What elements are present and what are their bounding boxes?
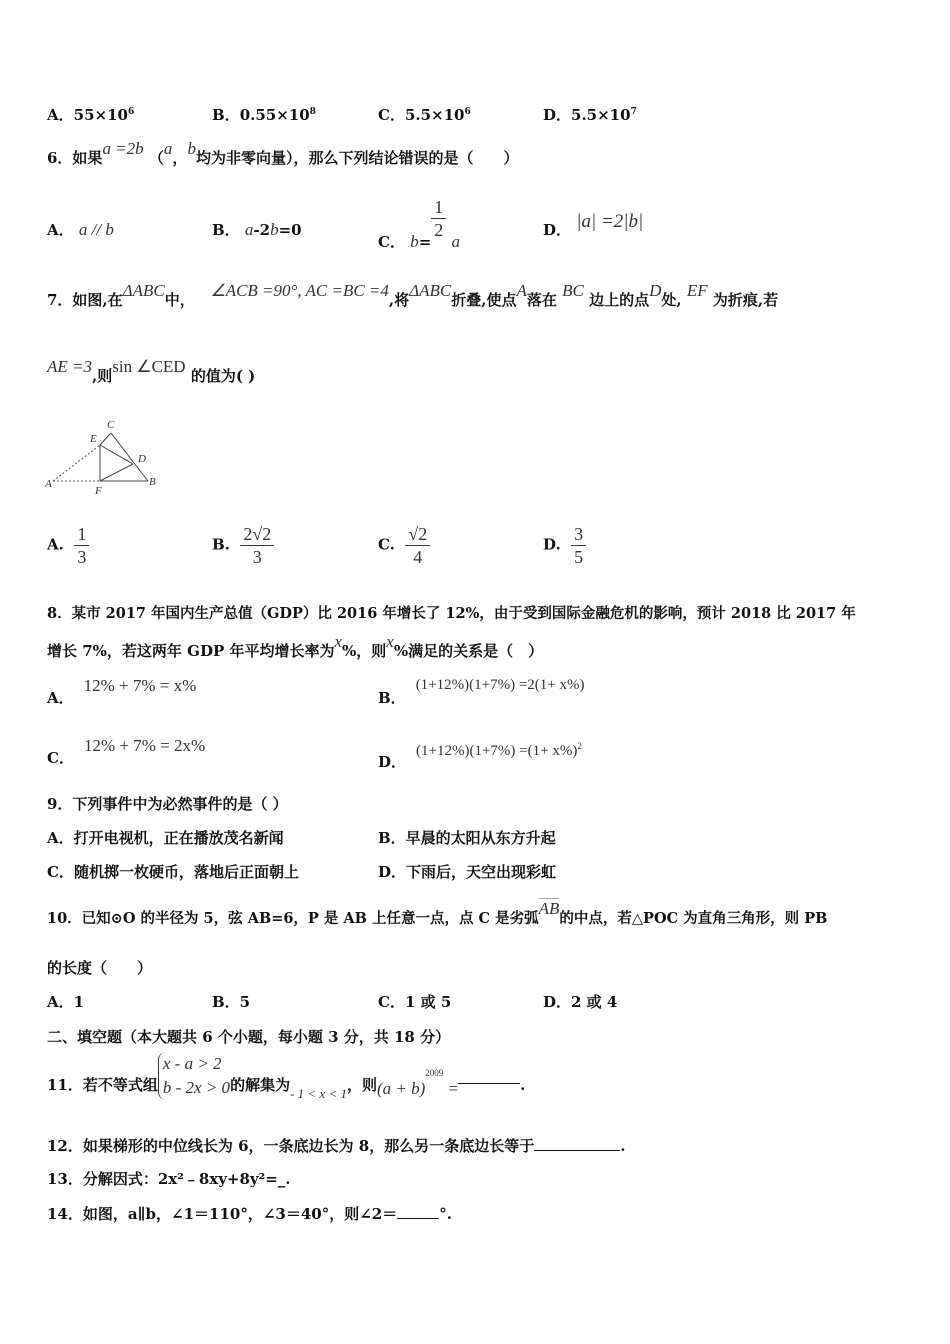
text-fragment: |a| =2|b| [576, 211, 644, 232]
text-fragment: (a + b) [377, 1079, 426, 1098]
text-fragment: -2 [253, 221, 271, 239]
text-fragment: 的值为( ) [190, 367, 256, 385]
text-fragment: a =2b [102, 139, 144, 158]
q9-option-a: A．打开电视机，正在播放茂名新闻 [47, 829, 284, 847]
q10-option-a: A．1 [47, 993, 85, 1011]
text-fragment [74, 523, 89, 568]
q6-option-a [47, 220, 114, 240]
text-fragment [416, 743, 582, 759]
q8-stem-line2 [47, 632, 544, 661]
text-fragment [405, 523, 430, 568]
label-e: E [90, 433, 97, 445]
text-fragment: (1+12%)(1+7%) =(1+ x%) [416, 743, 578, 759]
text-fragment: 中， [164, 291, 195, 309]
text-fragment: 处, [661, 291, 682, 309]
text-fragment [431, 196, 446, 241]
text-fragment: 2√2 [240, 523, 274, 546]
q7-triangle-figure [45, 415, 170, 500]
text-fragment: sin ∠CED [112, 357, 186, 376]
q9-option-c: C．随机掷一枚硬币，落地后正面朝上 [47, 863, 299, 881]
text-fragment: 2 [577, 741, 582, 751]
text-fragment: 14．如图，a∥b，∠1＝110°，∠3＝40°，则∠2＝ [47, 1205, 398, 1223]
segment-fd [100, 464, 133, 481]
q9-option-d: D．下雨后，天空出现彩虹 [378, 863, 557, 881]
text-fragment: A． [47, 221, 74, 239]
text-fragment: ， [172, 149, 188, 167]
text-fragment: A． [47, 689, 74, 707]
text-fragment: D． [543, 106, 572, 124]
text-fragment: 的解集为 [230, 1076, 291, 1094]
text-fragment: 7．如图,在 [47, 291, 123, 309]
label-c: C [107, 419, 115, 431]
text-fragment: B. [212, 535, 230, 554]
q8-option-c [47, 736, 206, 768]
text-fragment: 4 [413, 547, 423, 567]
q8-stem-line1: 8．某市 2017 年国内生产总值（GDP）比 2016 年增长了 12%，由于受到国际金融危机的影响，预计 2018 比 2017 年 [47, 605, 856, 622]
text-fragment: 2009 [425, 1068, 444, 1078]
q6-option-b [212, 220, 302, 240]
label-f: F [95, 485, 102, 497]
text-fragment: . [620, 1137, 626, 1155]
q7-stem-line2 [47, 357, 256, 386]
text-fragment: 11．若不等式组 [47, 1076, 158, 1094]
q6-option-d [543, 211, 644, 239]
text-fragment: 12% + 7% = 2x% [83, 736, 206, 755]
text-fragment: 10．已知⊙O 的半径为 5，弦 AB=6，P 是 AB 上任意一点，点 C 是劣弧 [47, 910, 539, 927]
q10-option-d: D．2 或 4 [543, 993, 618, 1011]
text-fragment: 的中点，若△POC 为直角三角形，则 PB [559, 910, 828, 927]
text-fragment: =0 [278, 221, 302, 239]
label-d: D [138, 453, 146, 465]
text-fragment: ∠ACB =90°, AC =BC =4 [210, 281, 389, 300]
text-fragment: AE =3 [47, 357, 92, 376]
q14-stem [47, 1204, 452, 1224]
text-fragment: D． [378, 753, 407, 771]
text-fragment: . [520, 1076, 526, 1094]
text-fragment: a // b [78, 220, 114, 239]
text-fragment: 2 [434, 220, 444, 240]
text-fragment: 8 [309, 107, 316, 117]
text-fragment: 6．如果 [47, 149, 103, 167]
text-fragment: ，则 [346, 1076, 377, 1094]
label-a: A [45, 478, 52, 490]
text-fragment: 落在 [526, 291, 557, 309]
text-fragment: C. [378, 535, 395, 554]
text-fragment: a [244, 220, 254, 239]
text-fragment: 12．如果梯形的中位线长为 6，一条底边长为 8，那么另一条底边长等于 [47, 1137, 535, 1155]
q12-stem [47, 1136, 625, 1156]
text-fragment: ΔABC [122, 281, 165, 300]
text-fragment: 6 [464, 107, 471, 117]
q5-option-a [47, 102, 134, 125]
q6-stem [47, 139, 519, 168]
q10-stem-line1 [47, 899, 828, 929]
text-fragment: B． [378, 689, 406, 707]
q10-stem-line2: 的长度（ ） [47, 959, 153, 977]
q12-answer-blank[interactable] [534, 1136, 620, 1151]
text-fragment: 6 [127, 107, 135, 117]
q9-option-b: B．早晨的太阳从东方升起 [378, 829, 556, 847]
text-fragment: 0.55×10 [239, 106, 310, 124]
text-fragment: （ [148, 149, 164, 167]
text-fragment: B． [212, 221, 240, 239]
q9-stem: 9．下列事件中为必然事件的是（ ） [47, 795, 288, 813]
text-fragment: 3 [252, 547, 262, 567]
text-fragment: D. [543, 535, 561, 554]
text-fragment: ,则 [92, 367, 113, 385]
text-fragment: 均为非零向量），那么下列结论错误的是（ ） [195, 149, 519, 167]
text-fragment: °. [439, 1205, 452, 1223]
text-fragment: b [270, 220, 279, 239]
text-fragment: 5.5×10 [404, 106, 465, 124]
text-fragment: B． [212, 106, 240, 124]
text-fragment: b [187, 139, 196, 158]
text-fragment: C． [378, 232, 405, 251]
q8-option-b [378, 677, 585, 709]
text-fragment: BC [562, 281, 584, 300]
q7-stem-line1 [47, 281, 779, 310]
text-fragment: AB [538, 899, 560, 918]
text-fragment: x [334, 632, 343, 651]
text-fragment: a [163, 139, 173, 158]
text-fragment: (1+12%)(1+7%) =2(1+ x%) [415, 677, 585, 693]
q5-option-c [378, 102, 471, 125]
section-fill-in-heading: 二、填空题（本大题共 6 个小题，每小题 3 分，共 18 分） [47, 1028, 451, 1046]
text-fragment [571, 523, 586, 568]
text-fragment: %满足的关系是（ ） [393, 642, 544, 660]
text-fragment: 1 [74, 523, 89, 546]
text-fragment: A． [47, 106, 74, 124]
q6-option-c [378, 196, 460, 251]
text-fragment: A [516, 281, 527, 300]
text-fragment: x - a > 2 [162, 1054, 222, 1073]
text-fragment: 3 [77, 547, 87, 567]
text-fragment: x [386, 632, 394, 651]
text-fragment: 5 [574, 547, 584, 567]
text-fragment: 55×10 [73, 106, 128, 124]
q5-option-b [212, 102, 316, 125]
text-fragment: C． [47, 749, 74, 767]
text-fragment: 增长 7%，若这两年 GDP 年平均增长率为 [47, 642, 335, 660]
text-fragment: b - 2x > 0 [162, 1078, 231, 1097]
segment-ec [100, 433, 111, 445]
text-fragment [240, 523, 274, 568]
q11-stem [47, 1052, 525, 1100]
q7-option-c [378, 523, 430, 568]
text-fragment: = [418, 232, 432, 251]
text-fragment: 折叠,使点 [451, 291, 517, 309]
q10-option-c: C．1 或 5 [378, 993, 452, 1011]
q10-option-b: B．5 [212, 993, 251, 1011]
label-b: B [149, 476, 156, 488]
text-fragment: 7 [630, 107, 637, 117]
q11-answer-blank[interactable] [458, 1069, 520, 1084]
text-fragment: 12% + 7% = x% [83, 676, 197, 695]
text-fragment: %，则 [342, 642, 387, 660]
text-fragment: 3 [571, 523, 586, 546]
text-fragment: ,将 [388, 291, 410, 309]
q5-option-d [543, 102, 637, 125]
text-fragment: b [410, 231, 419, 251]
q8-option-d [378, 741, 582, 773]
text-fragment: D [649, 281, 662, 300]
text-fragment: D． [543, 221, 572, 239]
q14-answer-blank[interactable] [397, 1204, 439, 1219]
text-fragment: 5.5×10 [571, 106, 631, 124]
text-fragment: 边上的点 [589, 291, 650, 309]
text-fragment: √2 [405, 523, 430, 546]
text-fragment: - 1 < x < 1 [290, 1086, 347, 1101]
q13-stem: 13．分解因式：2x²﹣8xy+8y²=_. [47, 1170, 291, 1188]
q7-option-b [212, 523, 274, 568]
text-fragment: A. [47, 535, 64, 554]
text-fragment: EF [686, 281, 708, 300]
text-fragment: 为折痕,若 [712, 291, 779, 309]
text-fragment: 1 [431, 196, 446, 219]
text-fragment: ΔABC [409, 281, 452, 300]
fold-line-ae [53, 445, 100, 481]
q7-option-d [543, 523, 586, 568]
text-fragment: = [448, 1079, 459, 1098]
q8-option-a [47, 676, 197, 708]
text-fragment: C． [378, 106, 405, 124]
q7-option-a [47, 523, 89, 568]
text-fragment: a [451, 231, 460, 251]
text-fragment [158, 1052, 230, 1100]
